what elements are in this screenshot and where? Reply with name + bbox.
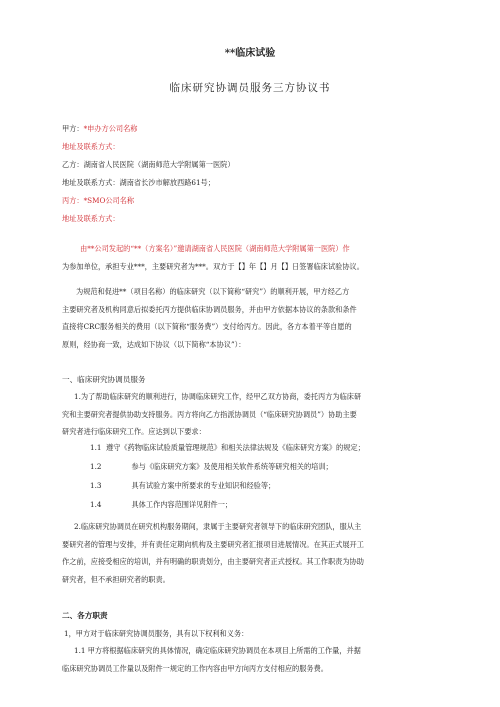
intro-p1-row-2: 为参加单位，承担专业***，主要研究者为***。双方于【】年【】月【】日签署临床试验协议。 [62, 261, 364, 271]
intro-p2-row-1: 为规范和促进**（项目名称）的临床研究（以下简称“研究”）的顺利开展，甲方经乙方 [76, 287, 350, 296]
section-1-heading: 一、临床研究协调员服务 [62, 375, 146, 384]
intro-paragraph-1 [62, 240, 444, 275]
s1-p1-row-3: 研究者进行临床研究工作。应达到以下要求： [62, 427, 206, 436]
intro-p2-row-4: 原则，经协商一致，达成如下协议（以下简称“本协议”）： [62, 339, 246, 349]
party-a-label: 甲方： [62, 124, 84, 133]
section-2-heading: 二、各方职责 [62, 611, 108, 620]
s1-p2-row-3: 作之前，应接受相应的培训，并有明确的职责划分，由主要研究者正式授权。其工作职责为协助 [62, 557, 364, 566]
party-a-line [62, 124, 138, 134]
section-1-paragraph-1 [62, 388, 444, 441]
party-c-address: 地址及联系方式： [62, 214, 120, 223]
party-a-address: 地址及联系方式： [62, 142, 120, 151]
s1-item-3 [90, 481, 275, 491]
intro-p1-row-1: 由**公司发起的“**（方案名）”邀请湖南省人民医院（湖南师范大学附属第一医院）作 [80, 244, 350, 253]
s1-item-3-num: 1.3 [90, 481, 102, 490]
party-c-label: 丙方： [62, 196, 84, 205]
s1-item-4-text: 具体工作内容范围详见附件一； [131, 500, 233, 509]
s1-p1-row-1: 1.为了帮助临床研究的顺利进行，协调临床研究工作，经甲乙双方协商，委托丙方为临床研 [74, 392, 362, 401]
party-a-value: *申办方公司名称 [83, 124, 138, 133]
section-2-paragraph-1: 1，甲方对于临床研究协调员服务，具有以下权利和义务： [64, 629, 249, 638]
s2-row-1: 1.1 甲方将根据临床研究的具体情况，确定临床研究协调员在本项目上所需的工作量，并据 [74, 646, 361, 655]
s1-p2-row-4: 研究者，但不承担研究者的职责。 [62, 574, 170, 584]
s1-p1-row-2: 究和主要研究者提供协助支持服务。丙方将向乙方指派协调员（“临床研究协调员”）协助主要 [62, 409, 357, 419]
document-title: **临床试验 [224, 48, 276, 59]
s1-item-2-num: 1.2 [90, 462, 102, 471]
party-b-line: 乙方：湖南省人民医院（湖南师范大学附属第一医院） [62, 160, 235, 169]
intro-paragraph-2 [62, 283, 444, 353]
s1-item-4 [90, 500, 232, 510]
section-1-paragraph-2 [62, 518, 444, 588]
s1-item-1 [90, 443, 365, 453]
s1-item-2 [90, 462, 333, 472]
s1-item-1-num: 1.1 [90, 443, 102, 452]
party-c-line [62, 196, 134, 206]
s1-p2-row-1: 2.临床研究协调员在研究机构服务期间，隶属于主要研究者领导下的临床研究团队，服从主 [74, 522, 362, 531]
s1-item-1-text: 遵守《药物临床试验质量管理规范》和相关法律法规及《临床研究方案》的规定； [106, 443, 365, 452]
s1-p2-row-2: 要研究者的管理与安排，并有责任定期向机构及主要研究者汇报项目进展情况。在其正式展开工 [62, 539, 364, 549]
document-subtitle: 临床研究协调员服务三方协议书 [169, 82, 331, 94]
s1-item-3-text: 具有试验方案中所要求的专业知识和经验等； [131, 481, 276, 490]
section-2-paragraph-2 [62, 642, 444, 677]
s2-row-2: 临床研究协调员工作量以及附件一规定的工作内容由甲方向丙方支付相应的服务费。 [62, 663, 328, 673]
s1-item-4-num: 1.4 [90, 500, 102, 509]
party-b-address: 地址及联系方式：湖南省长沙市解放西路61号； [62, 178, 215, 187]
intro-p2-row-3: 直接将CRC服务相关的费用（以下简称“服务费”）支付给丙方。因此，各方本着平等自愿的 [62, 322, 352, 331]
party-c-value: *SMO公司名称 [83, 196, 135, 205]
intro-p2-row-2: 主要研究者及机构同意后拟委托丙方提供临床协调员服务，并由甲方依据本协议的条款和条件 [62, 304, 357, 314]
s1-item-2-text: 参与《临床研究方案》及使用相关软件系统等研究相关的培训； [131, 462, 333, 471]
